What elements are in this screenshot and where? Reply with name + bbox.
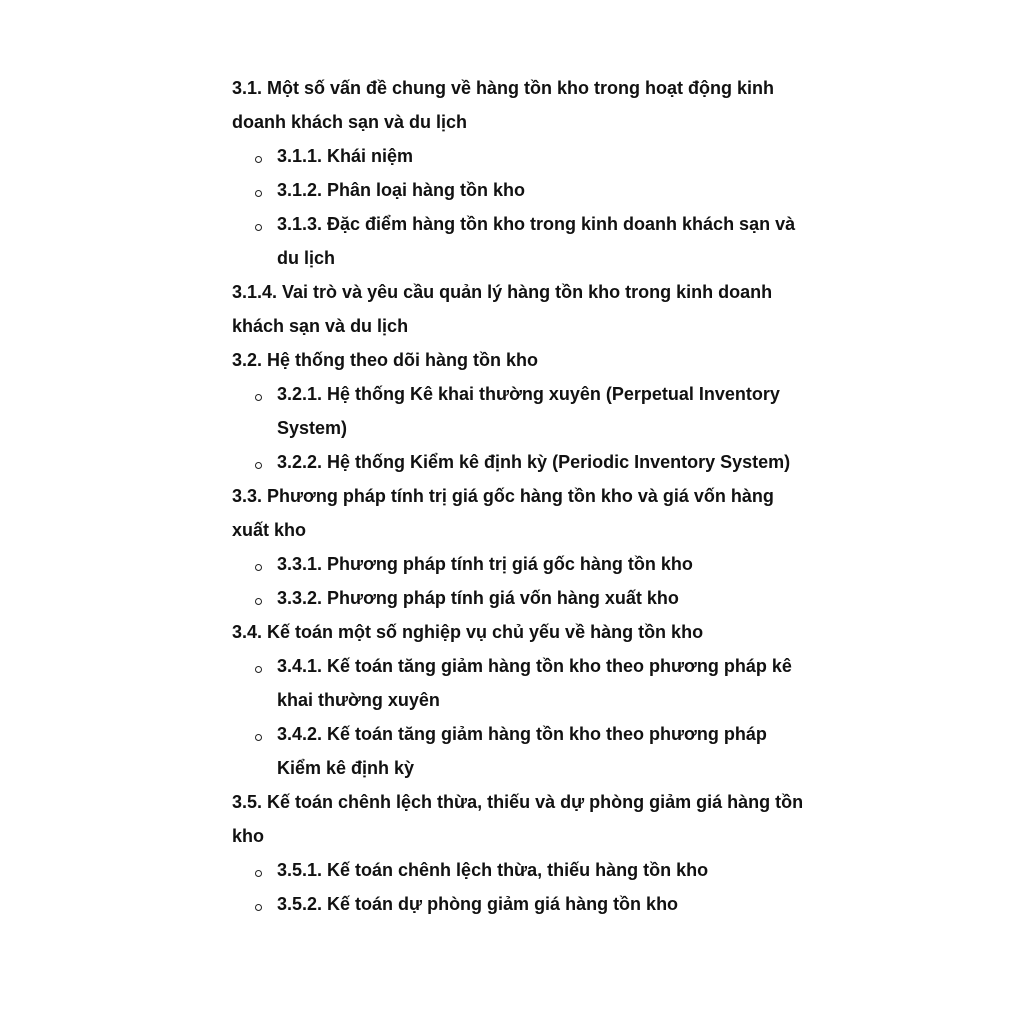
circle-bullet-icon bbox=[253, 445, 263, 479]
section-heading: 3.4. Kế toán một số nghiệp vụ chủ yếu về hàng tồn kho bbox=[232, 622, 704, 642]
circle-bullet-icon bbox=[253, 717, 263, 751]
subsection-item bbox=[232, 887, 812, 921]
subsection-text: 3.4.1. Kế toán tăng giảm hàng tồn kho theo phương pháp kê khai thường xuyên bbox=[277, 656, 792, 710]
subsection-text: 3.2.1. Hệ thống Kê khai thường xuyên (Perpetual Inventory System) bbox=[277, 384, 780, 438]
section-heading: 3.5. Kế toán chênh lệch thừa, thiếu và dự phòng giảm giá hàng tồn kho bbox=[232, 792, 804, 846]
subsection-text: 3.1.2. Phân loại hàng tồn kho bbox=[277, 180, 526, 200]
subsection-item bbox=[232, 173, 812, 207]
subsection-item bbox=[232, 717, 812, 785]
circle-bullet-icon bbox=[253, 581, 263, 615]
subsection-item bbox=[232, 547, 812, 581]
circle-bullet-icon bbox=[253, 887, 263, 921]
section-heading: 3.1. Một số vấn đề chung về hàng tồn kho trong hoạt động kinh doanh khách sạn và du lịch bbox=[232, 78, 775, 132]
subsection-text: 3.1.1. Khái niệm bbox=[277, 146, 414, 166]
circle-bullet-icon bbox=[253, 207, 263, 241]
subsection-item bbox=[232, 139, 812, 173]
subsection-text: 3.1.3. Đặc điểm hàng tồn kho trong kinh doanh khách sạn và du lịch bbox=[277, 214, 796, 268]
subsection-item bbox=[232, 377, 812, 445]
subsection-item bbox=[232, 649, 812, 717]
circle-bullet-icon bbox=[253, 173, 263, 207]
subsection-text: 3.3.1. Phương pháp tính trị giá gốc hàng tồn kho bbox=[277, 554, 693, 574]
document-outline bbox=[232, 71, 812, 921]
subsection-text: 3.4.2. Kế toán tăng giảm hàng tồn kho theo phương pháp Kiểm kê định kỳ bbox=[277, 724, 767, 778]
circle-bullet-icon bbox=[253, 853, 263, 887]
section-heading: 3.1.4. Vai trò và yêu cầu quản lý hàng tồn kho trong kinh doanh khách sạn và du lịch bbox=[232, 282, 773, 336]
subsection-item bbox=[232, 207, 812, 275]
circle-bullet-icon bbox=[253, 649, 263, 683]
subsection-text: 3.5.2. Kế toán dự phòng giảm giá hàng tồn kho bbox=[277, 894, 679, 914]
subsection-text: 3.2.2. Hệ thống Kiểm kê định kỳ (Periodic Inventory System) bbox=[277, 452, 791, 472]
subsection-item bbox=[232, 445, 812, 479]
subsection-text: 3.5.1. Kế toán chênh lệch thừa, thiếu hàng tồn kho bbox=[277, 860, 709, 880]
circle-bullet-icon bbox=[253, 547, 263, 581]
subsection-text: 3.3.2. Phương pháp tính giá vốn hàng xuất kho bbox=[277, 588, 679, 608]
circle-bullet-icon bbox=[253, 377, 263, 411]
section-heading: 3.3. Phương pháp tính trị giá gốc hàng tồn kho và giá vốn hàng xuất kho bbox=[232, 486, 774, 540]
subsection-item bbox=[232, 581, 812, 615]
subsection-item bbox=[232, 853, 812, 887]
section-heading: 3.2. Hệ thống theo dõi hàng tồn kho bbox=[232, 350, 538, 370]
circle-bullet-icon bbox=[253, 139, 263, 173]
